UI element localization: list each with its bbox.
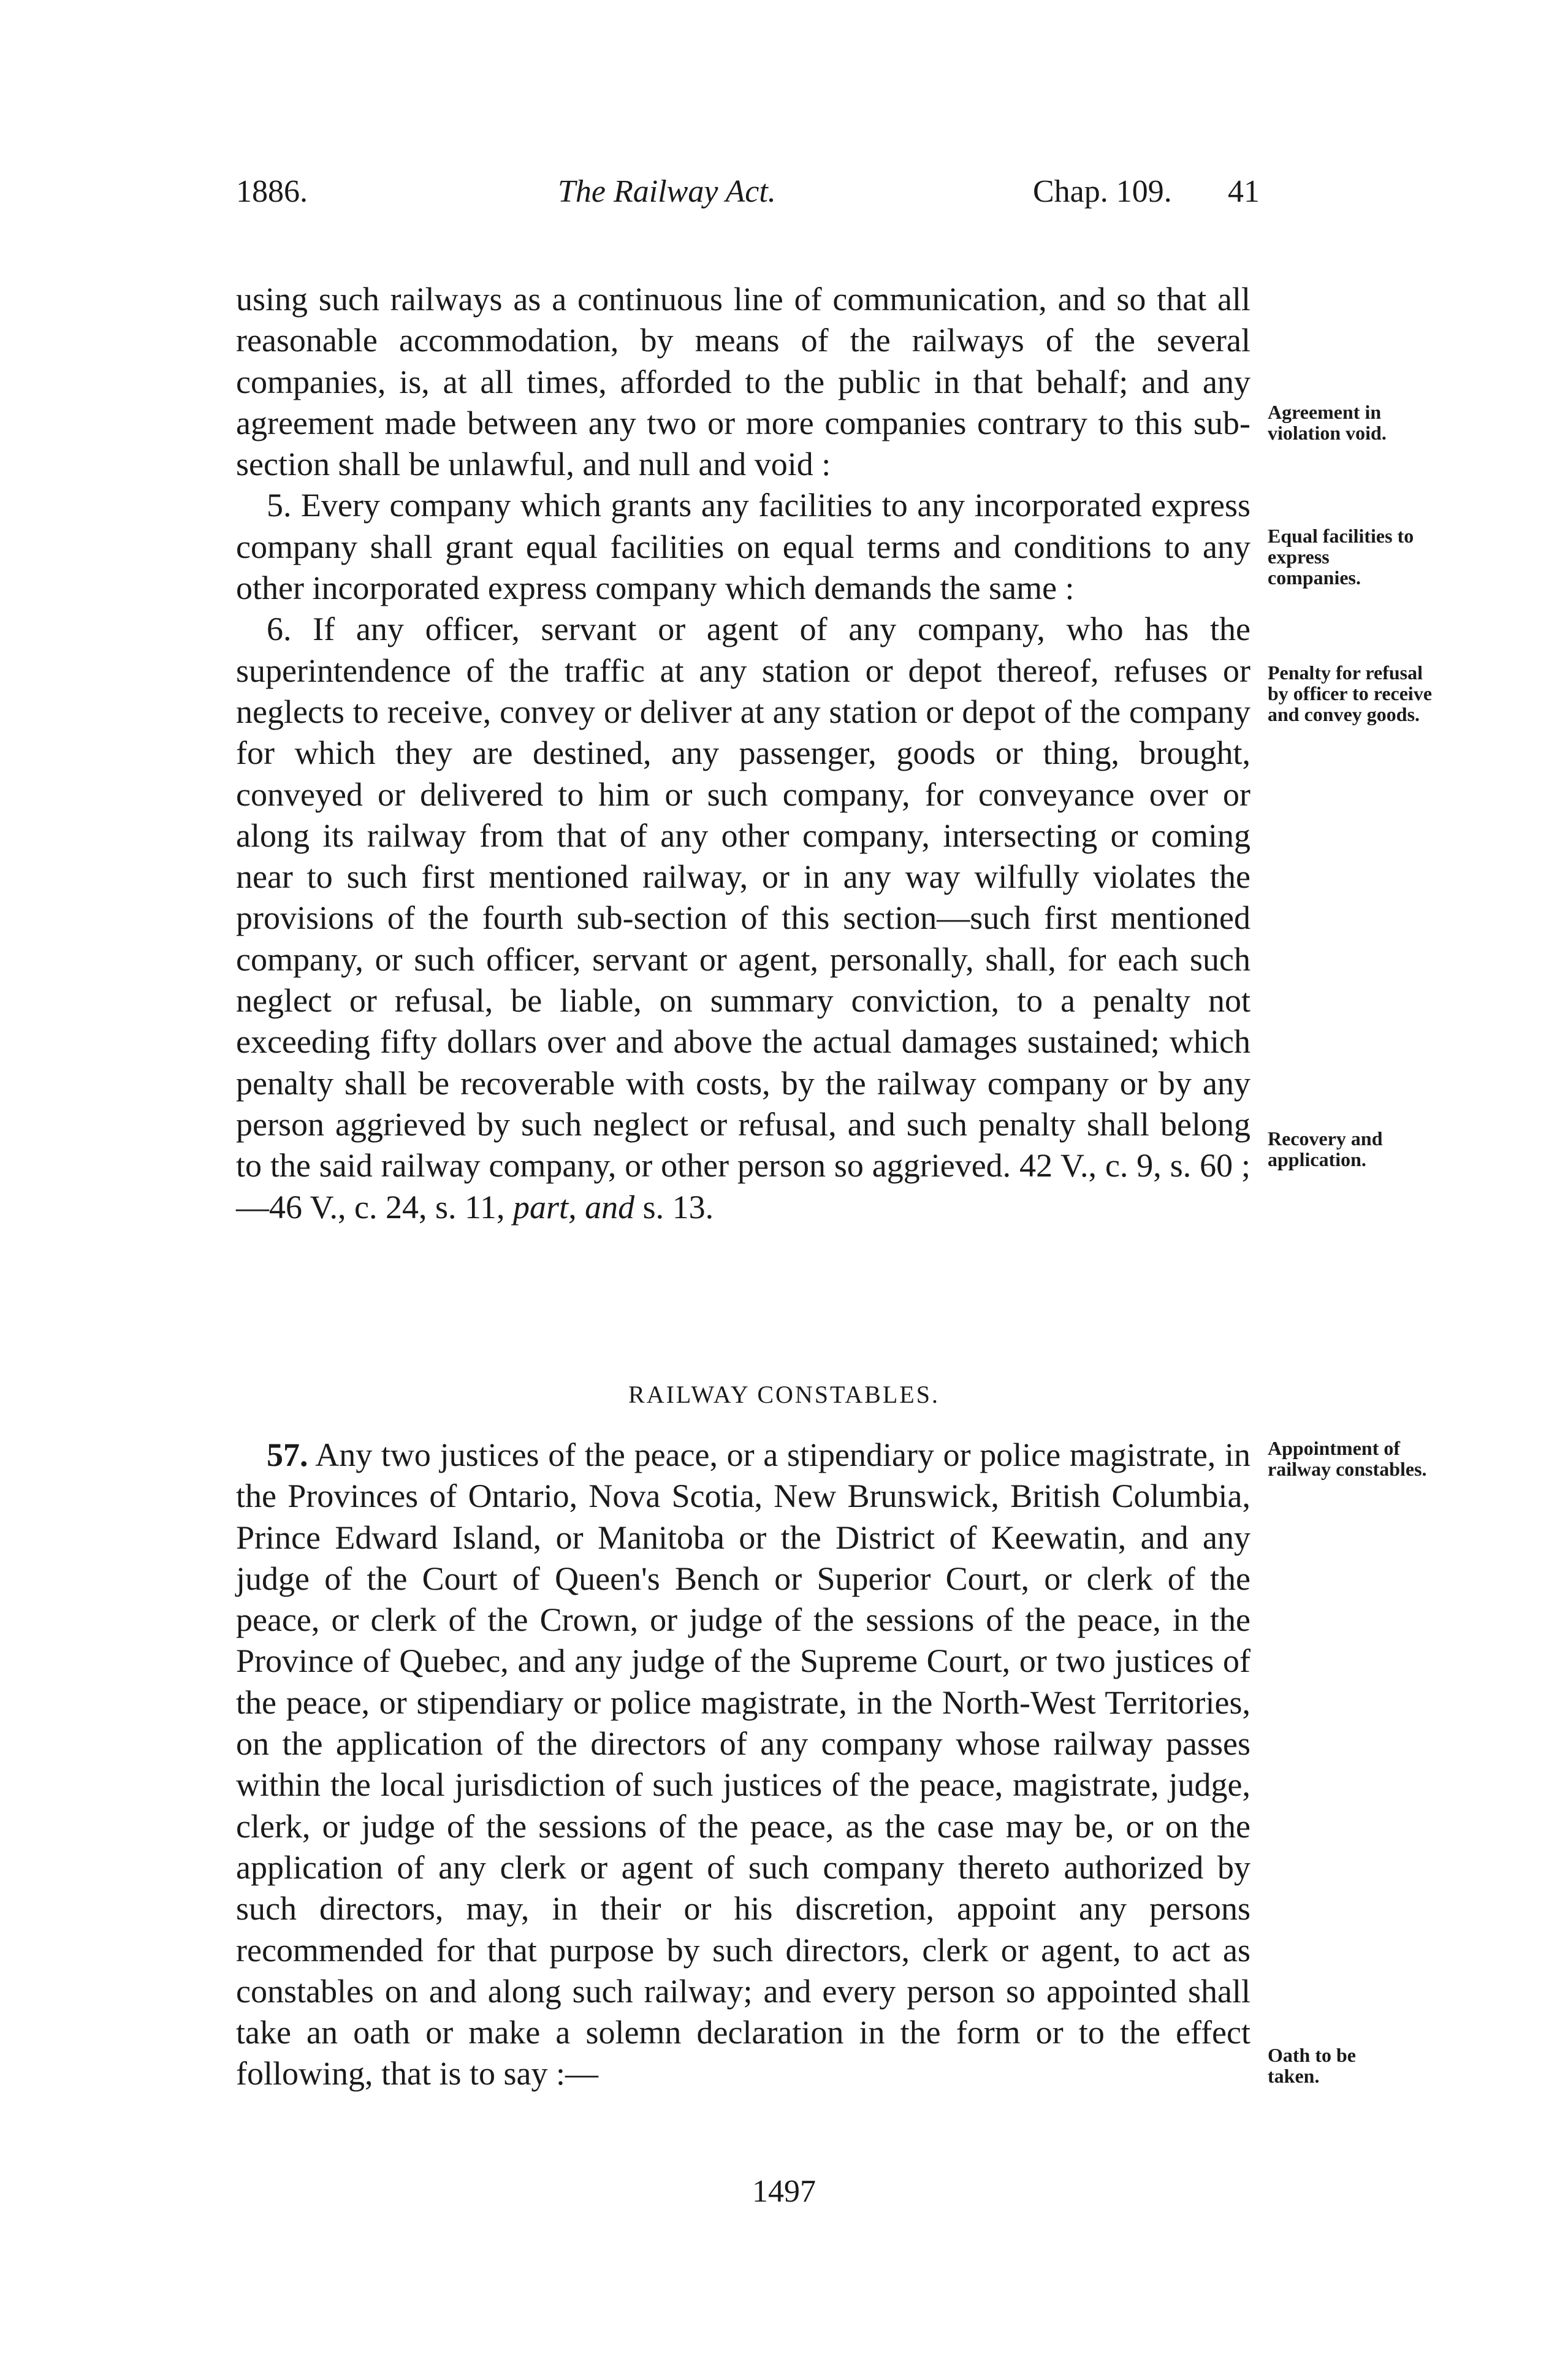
margin-note-recovery: Recovery and application. — [1268, 1127, 1383, 1170]
header-page-number: 41 — [1228, 174, 1260, 209]
section-57-block — [236, 1435, 1250, 2095]
header-title: The Railway Act. — [558, 174, 776, 209]
section-heading: RAILWAY CONSTABLES. — [628, 1381, 940, 1408]
margin-note-appointment: Appointment of railway constables. — [1268, 1437, 1427, 1480]
margin-note-oath: Oath to be taken. — [1268, 2044, 1356, 2087]
section-57-text: Any two justices of the peace, or a stipendiary or police magistrate, in the Provinces of Ontario, Nova Scotia, New Brunswick, British Columbia, Prince Edward Island, or Manitoba or the District of Keewatin, and any judge of the Court of Queen's Bench or Superior Court, or clerk of the peace, or clerk of the Crown, or judge of the sessions of the peace, in the Province of Quebec, and any judge of the Supreme Court, or two justices of the peace, or stipendiary or police magistrate, in the North-West Territories, on the application of the directors of any company whose railway passes within the local jurisdiction of such justices of the peace, magistrate, judge, clerk, or judge of the sessions of the peace, as the case may be, or on the application of any clerk or agent of such company thereto authorized by such directors, may, in their or his discretion, appoint any persons recommended for that purpose by such directors, clerk or agent, to act as constables on and along such railway; and every person so appointed shall take an oath or make a solemn declaration in the form or to the effect following, that is to say :— — [236, 1436, 1250, 2092]
section-number: 57. — [267, 1436, 308, 1473]
paragraph-subsection-5: 5. Every company which grants any facilities to any incorporated express company shall grant equal facilities on equal terms and conditions to any other incorporated express company which demands the same : — [236, 487, 1250, 607]
footer-page-number: 1497 — [752, 2174, 816, 2209]
margin-note-equal-facilities: Equal facilities to express companies. — [1268, 525, 1414, 589]
running-header — [236, 170, 1260, 213]
paragraph-subsection-6 — [236, 609, 1250, 1227]
margin-note-agreement: Agreement in violation void. — [1268, 401, 1387, 444]
upper-text-block — [236, 279, 1250, 1228]
section-57-paragraph — [236, 1435, 1250, 2095]
header-chapter: Chap. 109. — [1033, 174, 1172, 209]
subsection-6-text: 6. If any officer, servant or agent of any company, who has the superintendence of the traffic at any station or depot thereof, refuses or neglects to receive, convey or deliver at any station or depot of the company for which they are destined, any passenger, goods or thing, brought, conveyed or delivered to him or such company, for conveyance over or along its railway from that of any other company, intersecting or coming near to such first mentioned railway, or in any way wilfully violates the provisions of the fourth sub-section of this section—such first mentioned company, or such officer, servant or agent, personally, shall, for each such neglect or refusal, be liable, on summary conviction, to a penalty not exceeding fifty dollars over and above the actual damages sustained; which penalty shall be recoverable with costs, by the railway company or by any person aggrieved by such neglect or refusal, and such penalty shall belong to the said railway company, or other person so aggrieved. — [236, 611, 1250, 1184]
margin-note-penalty: Penalty for refusal by officer to receive and convey goods. — [1268, 662, 1433, 725]
citation: 42 V., c. 9, s. 60 ;—46 V., c. 24, s. 11, part, and s. 13. — [236, 1147, 1251, 1226]
paragraph-continuation: using such railways as a continuous line of communication, and so that all reasonable accommodation, by means of the railways of the several companies, is, at all times, afforded to the public in that behalf; and any agreement made between any two or more companies contrary to this sub-section shall be unlawful, and null and void : — [236, 281, 1250, 483]
header-year: 1886. — [236, 174, 308, 209]
